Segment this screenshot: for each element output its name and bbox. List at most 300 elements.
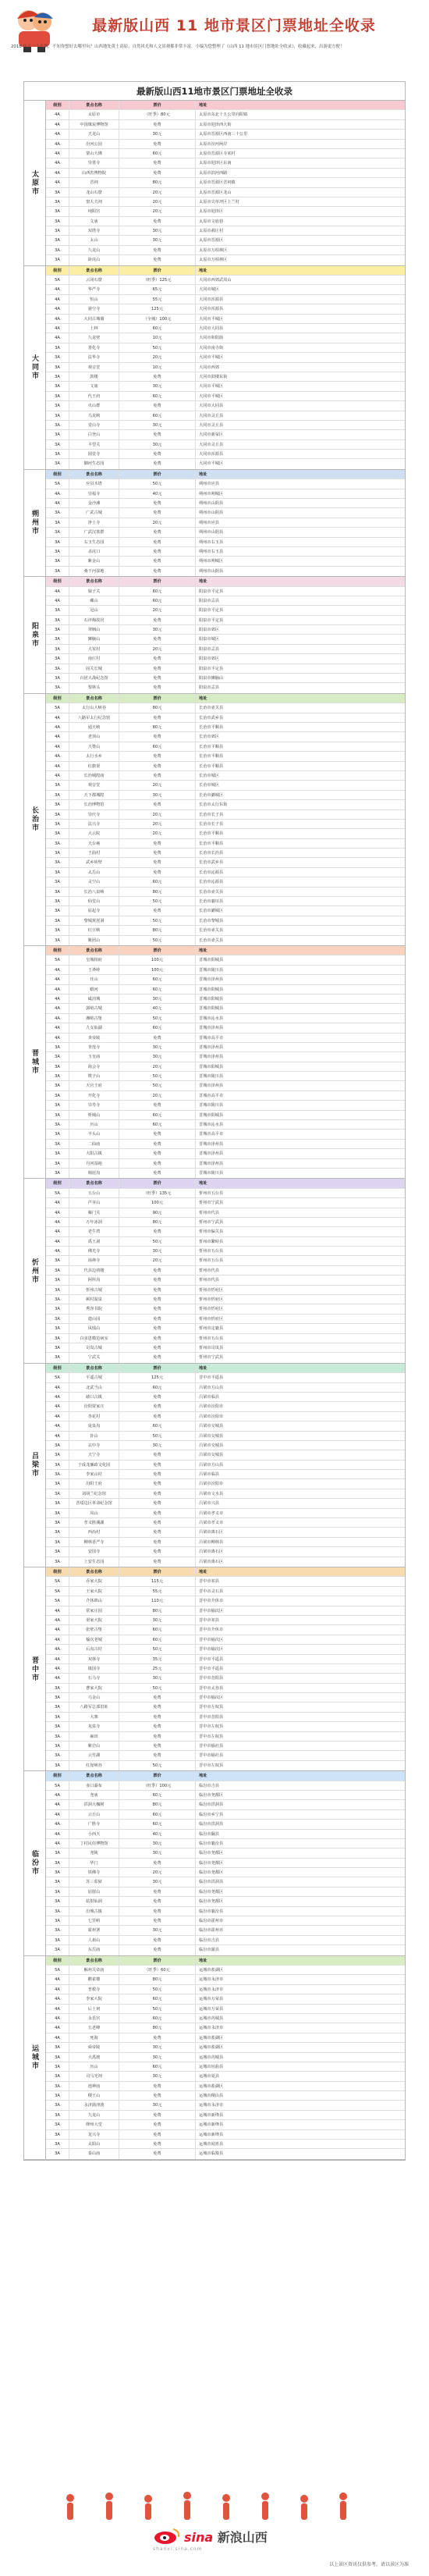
address-cell: 晋城市泽州县 — [199, 1141, 224, 1147]
attraction-name-cell: 崇善寺 — [69, 158, 119, 167]
table-row — [46, 762, 405, 771]
price-cell: 免费 — [119, 1324, 196, 1332]
price-cell: 免费 — [119, 1227, 196, 1236]
table-row — [46, 742, 405, 752]
level-cell: 3A — [46, 2149, 69, 2158]
price-cell: 免费 — [119, 499, 196, 507]
logo-brand: sina — [184, 2530, 214, 2545]
price-cell: 免费 — [119, 508, 196, 517]
city-section — [24, 266, 405, 470]
attraction-name-cell: 太岳山 — [69, 868, 119, 877]
price-cell: 60元 — [119, 1810, 196, 1819]
attraction-name-cell: 九龙山 — [69, 2111, 119, 2119]
table-row — [46, 382, 405, 391]
level-cell: 3A — [46, 1169, 69, 1178]
address-cell: 长治市壶关县 — [199, 938, 224, 943]
price-cell: 20元 — [119, 1256, 196, 1265]
table-row — [46, 499, 405, 508]
city-name: 临汾市 — [24, 1771, 46, 1955]
price-cell: 60元 — [119, 1635, 196, 1644]
price-cell: 80元 — [119, 1800, 196, 1809]
level-cell: 3A — [46, 508, 69, 517]
level-cell: 3A — [46, 2082, 69, 2090]
table-row — [46, 936, 405, 945]
attraction-name-cell: 秀容书院 — [69, 1304, 119, 1313]
attraction-name-cell: 圆觉寺 — [69, 450, 119, 458]
attraction-name-cell: 大汖村 — [69, 645, 119, 653]
city-section — [24, 1567, 405, 1771]
table-row — [46, 791, 405, 800]
attraction-name-cell: 后沟古村 — [69, 1645, 119, 1653]
city-name: 大同市 — [24, 266, 46, 469]
attraction-name-cell: 觉山寺 — [69, 421, 119, 429]
level-cell: 3A — [46, 1742, 69, 1750]
level-cell: 3A — [46, 1343, 69, 1352]
table-header-row — [46, 577, 405, 586]
table-row — [46, 1334, 405, 1343]
price-cell: 30元 — [119, 1877, 196, 1886]
address-cell: 太原市晋源区 — [199, 238, 224, 244]
attraction-name-cell: 桑干河湿地 — [69, 567, 119, 576]
city-sections — [24, 101, 405, 2160]
table-row — [46, 1489, 405, 1499]
price-cell: 30元 — [119, 1674, 196, 1682]
address-cell: 晋中市平遥县 — [199, 1666, 224, 1671]
table-row — [46, 2082, 405, 2091]
attraction-name-cell: 王家大院 — [69, 1587, 119, 1596]
attraction-name-cell: 历山 — [69, 1120, 119, 1129]
address-cell: 长治市太行东街 — [199, 802, 228, 808]
level-cell: 3A — [46, 1334, 69, 1343]
table-row — [46, 839, 405, 849]
table-row — [46, 430, 405, 439]
attraction-name-cell: 岢岚古城 — [69, 1343, 119, 1352]
address-cell: 长治市武乡县 — [199, 715, 224, 720]
address-cell: 吕梁市方山县 — [199, 1385, 224, 1390]
address-cell: 晋城市泽州县 — [199, 1083, 224, 1089]
price-cell: 免费 — [119, 1732, 196, 1741]
table-header-row — [46, 694, 405, 703]
level-cell: 4A — [46, 975, 69, 984]
attraction-name-cell: 天台庵 — [69, 839, 119, 848]
price-cell: 30元 — [119, 382, 196, 390]
attraction-name-cell: 洪洞大槐树 — [69, 1800, 119, 1809]
table-row — [46, 1664, 405, 1674]
address-cell: 阳泉市平定县 — [199, 666, 224, 671]
table-row — [46, 2043, 405, 2052]
attraction-name-cell: 刘胡兰纪念馆 — [69, 1489, 119, 1498]
table-row — [46, 459, 405, 468]
table-row — [46, 421, 405, 430]
attraction-name-cell: 狮脑山 — [69, 635, 119, 643]
attraction-name-cell: 灵空山 — [69, 877, 119, 886]
level-cell: 4A — [46, 732, 69, 741]
address-cell: 临汾市襄汾县 — [199, 1909, 224, 1914]
address-cell: 阳泉市郊区 — [199, 628, 219, 633]
city-rows — [46, 1179, 405, 1362]
level-cell: 3A — [46, 1052, 69, 1061]
price-cell: 免费 — [119, 1945, 196, 1955]
address-cell: 晋中市太谷县 — [199, 1685, 224, 1691]
table-row — [46, 2005, 405, 2014]
level-cell: 3A — [46, 664, 69, 673]
level-cell: 3A — [46, 1286, 69, 1294]
level-cell: 3A — [46, 197, 69, 206]
level-cell: 5A — [46, 479, 69, 488]
level-cell: 3A — [46, 1276, 69, 1284]
attraction-name-cell: 玄中寺 — [69, 1441, 119, 1450]
price-cell: 免费 — [119, 683, 196, 692]
attraction-name-cell: 卦山 — [69, 1432, 119, 1440]
level-cell: 3A — [46, 1072, 69, 1080]
price-cell: 60元 — [119, 596, 196, 605]
attraction-name-cell: 尧庙 — [69, 1791, 119, 1799]
document-title: 最新版山西11地市景区门票地址全收录 — [24, 82, 405, 101]
column-header: 票价 — [119, 946, 196, 955]
attraction-name-cell: 铁佛寺 — [69, 1868, 119, 1877]
level-cell: 3A — [46, 430, 69, 439]
address-cell: 晋中市左权县 — [199, 1763, 224, 1768]
column-header: 票价 — [119, 577, 196, 585]
address-cell: 晋城市陵川县 — [199, 1103, 224, 1108]
price-cell: 30元 — [119, 994, 196, 1003]
address-cell: 忻州市宁武县 — [199, 1355, 224, 1361]
address-cell: 晋城市阳城县 — [199, 958, 224, 963]
level-cell: 4A — [46, 304, 69, 313]
attraction-name-cell: 太原市 — [69, 110, 119, 119]
level-cell: 3A — [46, 440, 69, 449]
table-row — [46, 246, 405, 255]
level-cell: 3A — [46, 1916, 69, 1925]
attraction-name-cell: 中国煤炭博物馆 — [69, 120, 119, 129]
address-cell: 忻州市繁峙县 — [199, 1239, 224, 1244]
attraction-name-cell: 紫岩山 — [69, 1742, 119, 1750]
attraction-name-cell: 五老峰 — [69, 2023, 119, 2032]
address-cell: 太原市晋源区晋祠镇 — [199, 180, 236, 186]
price-cell: 免费 — [119, 1412, 196, 1421]
attraction-name-cell: 介休绵山 — [69, 1596, 119, 1605]
address-cell: 临汾市洪洞县 — [199, 1802, 224, 1808]
level-cell: 3A — [46, 820, 69, 828]
table-row — [46, 1304, 405, 1314]
attraction-name-cell: 崇庆寺 — [69, 810, 119, 819]
address-cell: 吕梁市汾阳市 — [199, 1482, 224, 1487]
attraction-name-cell: 丁村民俗博物馆 — [69, 1839, 119, 1848]
price-cell: 30元 — [119, 2101, 196, 2109]
level-cell: 3A — [46, 635, 69, 643]
level-cell: 4A — [46, 1393, 69, 1401]
price-cell: （旺季）100元 — [119, 1781, 196, 1790]
level-cell: 3A — [46, 1140, 69, 1148]
price-cell: 免费 — [119, 1742, 196, 1750]
price-cell: 免费 — [119, 1402, 196, 1411]
table-row — [46, 654, 405, 664]
price-cell: 25元 — [119, 1664, 196, 1673]
price-cell: 60元 — [119, 1111, 196, 1119]
attraction-name-cell: 恒山 — [69, 295, 119, 304]
price-cell: 免费 — [119, 1149, 196, 1158]
attraction-name-cell: 太行水乡 — [69, 752, 119, 760]
level-cell: 5A — [46, 1373, 69, 1382]
attraction-name-cell: 上安生态园 — [69, 1557, 119, 1567]
price-cell: 60元 — [119, 1023, 196, 1032]
address-cell: 临汾市乡宁县 — [199, 1812, 224, 1817]
address-cell: 忻州市五台县 — [199, 1258, 224, 1264]
attraction-name-cell: 平型关 — [69, 440, 119, 449]
attraction-name-cell: 历山 — [69, 2062, 119, 2071]
table-row — [46, 557, 405, 566]
level-cell: 4A — [46, 178, 69, 187]
price-cell: 免费 — [119, 771, 196, 780]
address-cell: 吕梁市交城县 — [199, 1453, 224, 1458]
price-cell: 免费 — [119, 1693, 196, 1702]
address-cell: 晋城市泽州县 — [199, 1151, 224, 1157]
address-cell: 太原市晋源区寺底村 — [199, 151, 236, 156]
price-cell: 免费 — [119, 169, 196, 177]
attraction-name-cell: 纯阳宫 — [69, 207, 119, 215]
level-cell: 4A — [46, 1830, 69, 1838]
address-cell: 吕梁市兴县 — [199, 1501, 219, 1507]
price-cell: 免费 — [119, 1140, 196, 1148]
attraction-name-cell: 常家庄园 — [69, 1606, 119, 1615]
level-cell: 3A — [46, 1732, 69, 1741]
city-rows — [46, 946, 405, 1178]
page-footer — [0, 2487, 429, 2576]
address-cell: 晋中市榆社县 — [199, 1753, 224, 1759]
table-row — [46, 606, 405, 615]
price-cell: 免费 — [119, 800, 196, 809]
level-cell: 4A — [46, 1800, 69, 1809]
table-row — [46, 1315, 405, 1324]
price-cell: （旺季）135元 — [119, 1189, 196, 1197]
table-row — [46, 1945, 405, 1955]
price-cell: 免费 — [119, 1266, 196, 1275]
address-cell: 晋中市昔阳县 — [199, 1676, 224, 1681]
attraction-name-cell: 文庙 — [69, 217, 119, 226]
table-row — [46, 1966, 405, 1975]
attraction-name-cell: 锡崖沟 — [69, 1169, 119, 1178]
level-cell: 5A — [46, 955, 69, 964]
address-cell: 晋城市泽州县 — [199, 1161, 224, 1166]
attraction-name-cell: 蟒河 — [69, 985, 119, 994]
level-cell: 4A — [46, 1985, 69, 1994]
table-row — [46, 207, 405, 216]
price-cell: 免费 — [119, 2130, 196, 2139]
address-cell: 忻州市忻府区 — [199, 1297, 224, 1303]
attraction-name-cell: 五台山 — [69, 1189, 119, 1197]
table-row — [46, 1101, 405, 1110]
address-cell: 长治市潞城区 — [199, 792, 224, 798]
address-cell: 晋中市祁县 — [199, 1617, 219, 1623]
table-row — [46, 1450, 405, 1460]
table-row — [46, 703, 405, 713]
table-row — [46, 858, 405, 867]
attraction-name-cell: 梨林头 — [69, 683, 119, 692]
address-cell: 吕梁市文水县 — [199, 1491, 224, 1496]
price-cell: 50元 — [119, 1985, 196, 1994]
price-cell: 80元 — [119, 1606, 196, 1615]
attraction-name-cell: 杏花村 — [69, 1412, 119, 1421]
level-cell: 3A — [46, 1159, 69, 1168]
table-row — [46, 1557, 405, 1567]
table-row — [46, 343, 405, 353]
table-row — [46, 130, 405, 139]
table-row — [46, 1810, 405, 1820]
attraction-name-cell: 娘子关 — [69, 587, 119, 596]
attraction-name-cell: 应县木塔 — [69, 479, 119, 488]
level-cell: 3A — [46, 936, 69, 945]
attraction-name-cell: 海会寺 — [69, 1062, 119, 1071]
price-cell: 60元 — [119, 1791, 196, 1799]
attraction-name-cell: 汾阳王府 — [69, 1479, 119, 1488]
attraction-name-cell: 大云院 — [69, 829, 119, 838]
address-cell: 大同市平城区 — [199, 384, 224, 390]
table-row — [46, 1479, 405, 1489]
table-row — [46, 255, 405, 265]
table-row — [46, 1848, 405, 1858]
address-cell: 吕梁市孝义市 — [199, 1510, 224, 1516]
level-cell: 4A — [46, 1625, 69, 1634]
table-row — [46, 1218, 405, 1227]
address-cell: 长治市壶关县 — [199, 889, 224, 895]
level-cell: 3A — [46, 1888, 69, 1896]
price-cell: 50元 — [119, 1081, 196, 1090]
address-cell: 运城市垣曲县 — [199, 2064, 224, 2069]
level-cell: 3A — [46, 1315, 69, 1323]
table-row — [46, 1286, 405, 1295]
city-section — [24, 577, 405, 694]
price-cell: 30元 — [119, 2043, 196, 2051]
address-cell: 运城市盐湖区 — [199, 2045, 224, 2051]
price-cell: 30元 — [119, 791, 196, 799]
price-cell: 免费 — [119, 849, 196, 857]
price-cell: 80元 — [119, 1218, 196, 1226]
address-cell: 临汾市尧都区 — [199, 1860, 224, 1866]
level-cell: 3A — [46, 1859, 69, 1867]
price-cell: 50元 — [119, 1237, 196, 1246]
price-cell: 30元 — [119, 625, 196, 634]
price-cell: 免费 — [119, 459, 196, 468]
level-cell: 3A — [46, 781, 69, 789]
attraction-name-cell: 天官王府 — [69, 1081, 119, 1090]
attraction-name-cell: 七里峪 — [69, 1916, 119, 1925]
price-cell: 65元 — [119, 285, 196, 294]
table-row — [46, 1994, 405, 2004]
level-cell: 3A — [46, 236, 69, 244]
attraction-name-cell: 广武汉墓群 — [69, 528, 119, 536]
level-cell: 4A — [46, 2033, 69, 2042]
address-cell: 太原市文庙巷 — [199, 219, 224, 224]
address-cell: 长治市潞城区 — [199, 909, 224, 914]
attraction-name-cell: 法兴寺 — [69, 820, 119, 828]
attraction-name-cell: 姑射仙洞 — [69, 1897, 119, 1905]
level-cell: 3A — [46, 1120, 69, 1129]
price-cell: 免费 — [119, 401, 196, 410]
level-cell: 3A — [46, 868, 69, 877]
table-row — [46, 1402, 405, 1411]
price-cell: 50元 — [119, 1432, 196, 1440]
address-cell: 忻州市忻府区 — [199, 1307, 224, 1312]
table-row — [46, 2120, 405, 2129]
page-title: 最新版山西 11 地市景区门票地址全收录 — [92, 17, 376, 34]
table-row — [46, 1606, 405, 1616]
table-row — [46, 285, 405, 294]
logo-text — [184, 2528, 268, 2546]
price-cell: 60元 — [119, 587, 196, 596]
address-cell: 吕梁市汾阳市 — [199, 1404, 224, 1410]
address-cell: 朔州市朔城区 — [199, 559, 224, 564]
level-cell: 3A — [46, 557, 69, 565]
column-header: 地址 — [199, 948, 207, 953]
address-cell: 大同市大同县 — [199, 404, 224, 409]
attraction-name-cell: 老顶山 — [69, 732, 119, 741]
address-cell: 晋城市阳城县 — [199, 1006, 224, 1012]
attraction-name-cell: 长治城隍庙 — [69, 771, 119, 780]
address-cell: 运城市夏县 — [199, 2074, 219, 2080]
column-header: 票价 — [119, 101, 196, 109]
table-row — [46, 1441, 405, 1450]
price-cell: 免费 — [119, 1334, 196, 1343]
address-cell: 忻州市五台县 — [199, 1249, 224, 1254]
price-cell: 80元 — [119, 1975, 196, 1984]
level-cell: 3A — [46, 547, 69, 556]
table-row — [46, 1421, 405, 1431]
table-row — [46, 149, 405, 158]
address-cell: 晋城市泽州县 — [199, 1026, 224, 1031]
column-header: 地址 — [199, 471, 207, 477]
table-row — [46, 1461, 405, 1470]
table-row — [46, 916, 405, 926]
address-cell: 太原市尖草坪区上兰村 — [199, 199, 239, 205]
price-cell: 免费 — [119, 1936, 196, 1944]
price-cell: 免费 — [119, 1722, 196, 1731]
level-cell: 4A — [46, 2023, 69, 2032]
table-row — [46, 1256, 405, 1265]
address-cell: 长治市郊区 — [199, 735, 219, 740]
price-cell: （全城）100元 — [119, 315, 196, 323]
level-cell: 3A — [46, 926, 69, 934]
price-cell: 免费 — [119, 1916, 196, 1925]
attraction-name-cell: 御河生态园 — [69, 459, 119, 468]
table-row — [46, 713, 405, 723]
address-cell: 运城市芮城县 — [199, 2055, 224, 2060]
attraction-name-cell: 后土祠 — [69, 2005, 119, 2013]
level-cell: 4A — [46, 994, 69, 1003]
attraction-name-cell: 长治八泉峡 — [69, 888, 119, 896]
table-row — [46, 1432, 405, 1441]
table-row — [46, 508, 405, 518]
address-cell: 长治市长子县 — [199, 812, 224, 817]
table-row — [46, 1237, 405, 1247]
address-cell: 长治市城区 — [199, 783, 219, 788]
table-row — [46, 567, 405, 576]
address-cell: 太原市晋源区龙山 — [199, 190, 232, 195]
address-cell: 太原市汾河两岸 — [199, 141, 228, 147]
attraction-name-cell: 土林 — [69, 324, 119, 333]
level-cell: 4A — [46, 1412, 69, 1421]
address-cell: 朔州市应县 — [199, 482, 219, 487]
level-cell: 3A — [46, 372, 69, 381]
attraction-name-cell: 天下都城隍 — [69, 791, 119, 799]
level-cell: 3A — [46, 897, 69, 906]
attraction-name-cell: 柳林香严寺 — [69, 1538, 119, 1546]
attraction-name-cell: 原起寺 — [69, 906, 119, 915]
level-cell: 4A — [46, 499, 69, 507]
price-cell: 30元 — [119, 1848, 196, 1857]
table-row — [46, 315, 405, 324]
price-cell: 免费 — [119, 1169, 196, 1178]
column-header: 地址 — [199, 103, 207, 108]
